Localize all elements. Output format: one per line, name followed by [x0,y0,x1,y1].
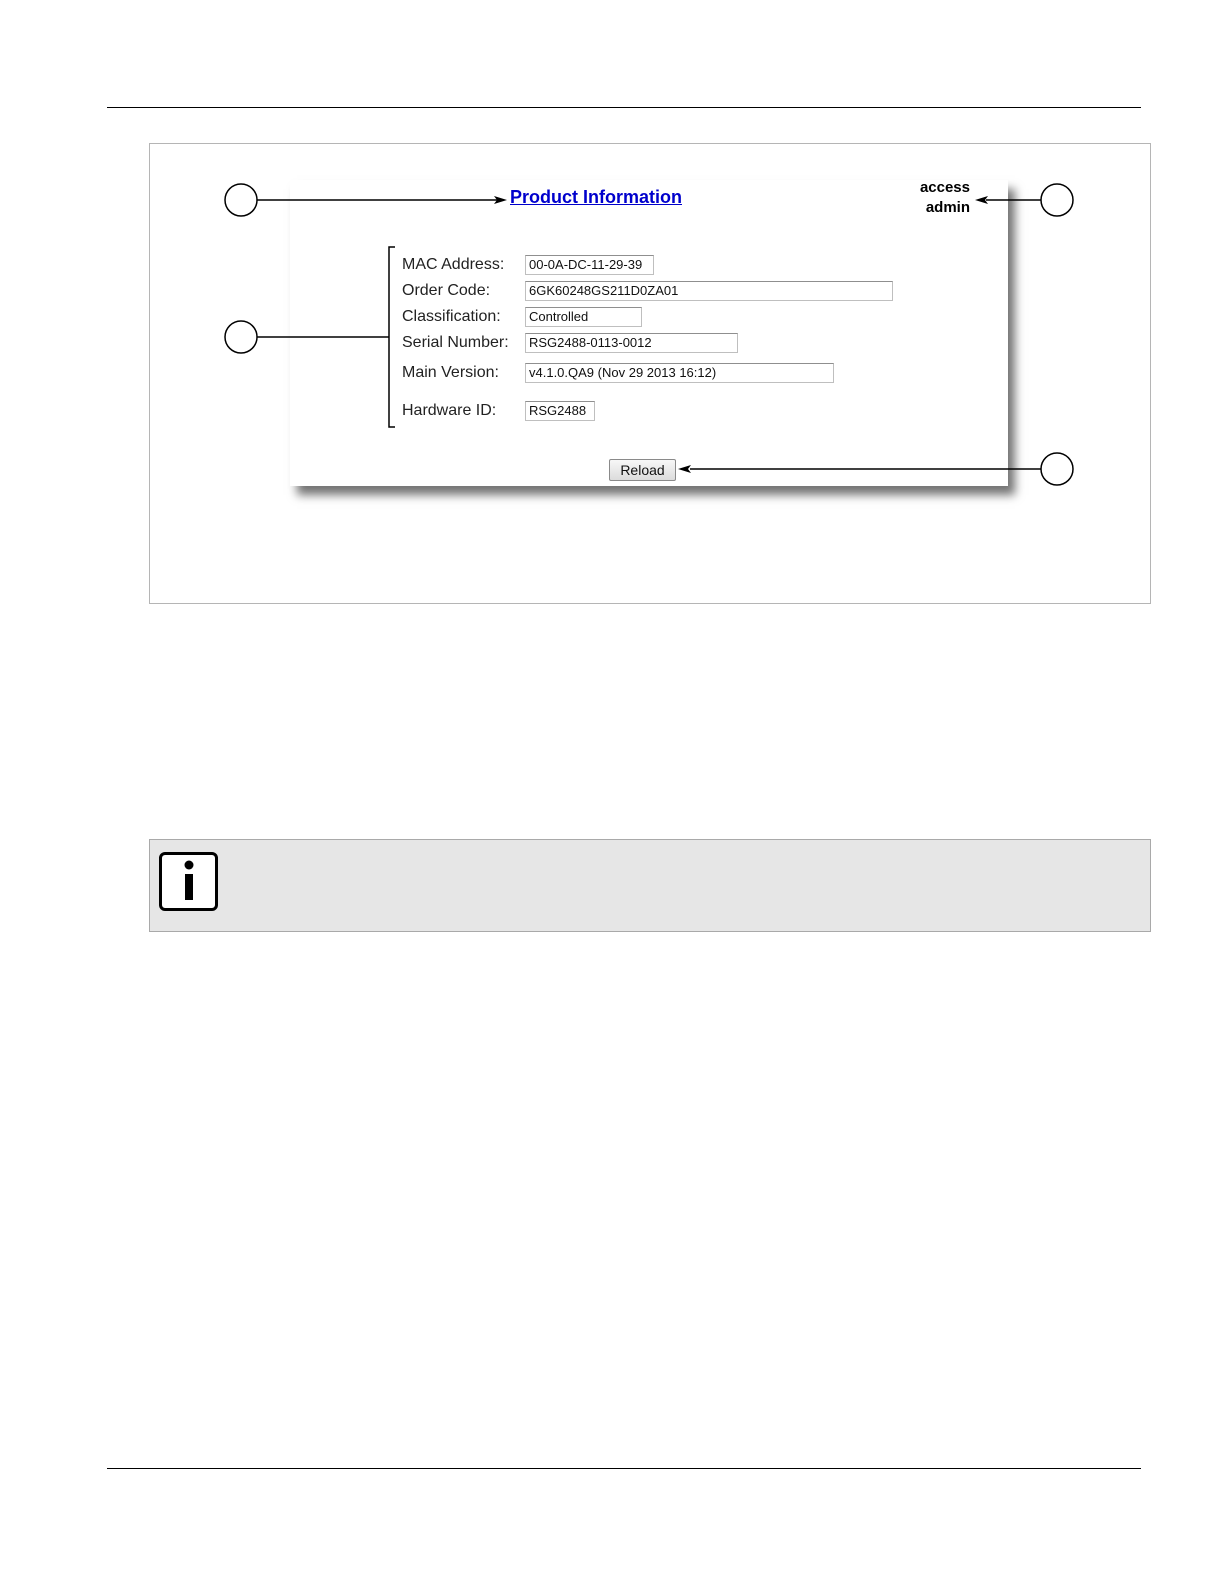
access-label: access [919,179,970,196]
field-group-bracket [389,247,395,427]
footer-rule [107,1468,1141,1469]
hardware-id-field[interactable]: RSG2488 [525,401,595,421]
product-information-link[interactable]: Product Information [510,187,682,207]
access-level: admin [925,199,970,216]
info-icon [159,852,218,911]
classification-field[interactable]: Controlled [525,307,642,327]
serial-number-field[interactable]: RSG2488-0113-0012 [525,333,738,353]
serial-number-label: Serial Number: [402,334,509,351]
callout-circle-3 [1041,184,1073,216]
callout-circle-2 [225,321,257,353]
main-version-field[interactable]: v4.1.0.QA9 (Nov 29 2013 16:12) [525,363,834,383]
info-glyph [162,855,215,908]
mac-address-label: MAC Address: [402,256,505,273]
callout-arrowhead-4 [678,465,691,473]
order-code-label: Order Code: [402,282,491,299]
order-code-field[interactable]: 6GK60248GS211D0ZA01 [525,281,893,301]
callout-circle-1 [225,184,257,216]
main-version-label: Main Version: [402,364,499,381]
reload-button[interactable]: Reload [609,459,676,481]
note-box [149,839,1151,932]
hardware-id-label: Hardware ID: [402,402,497,419]
classification-label: Classification: [402,308,501,325]
mac-address-field[interactable]: 00-0A-DC-11-29-39 [525,255,654,275]
callout-circle-4 [1041,453,1073,485]
